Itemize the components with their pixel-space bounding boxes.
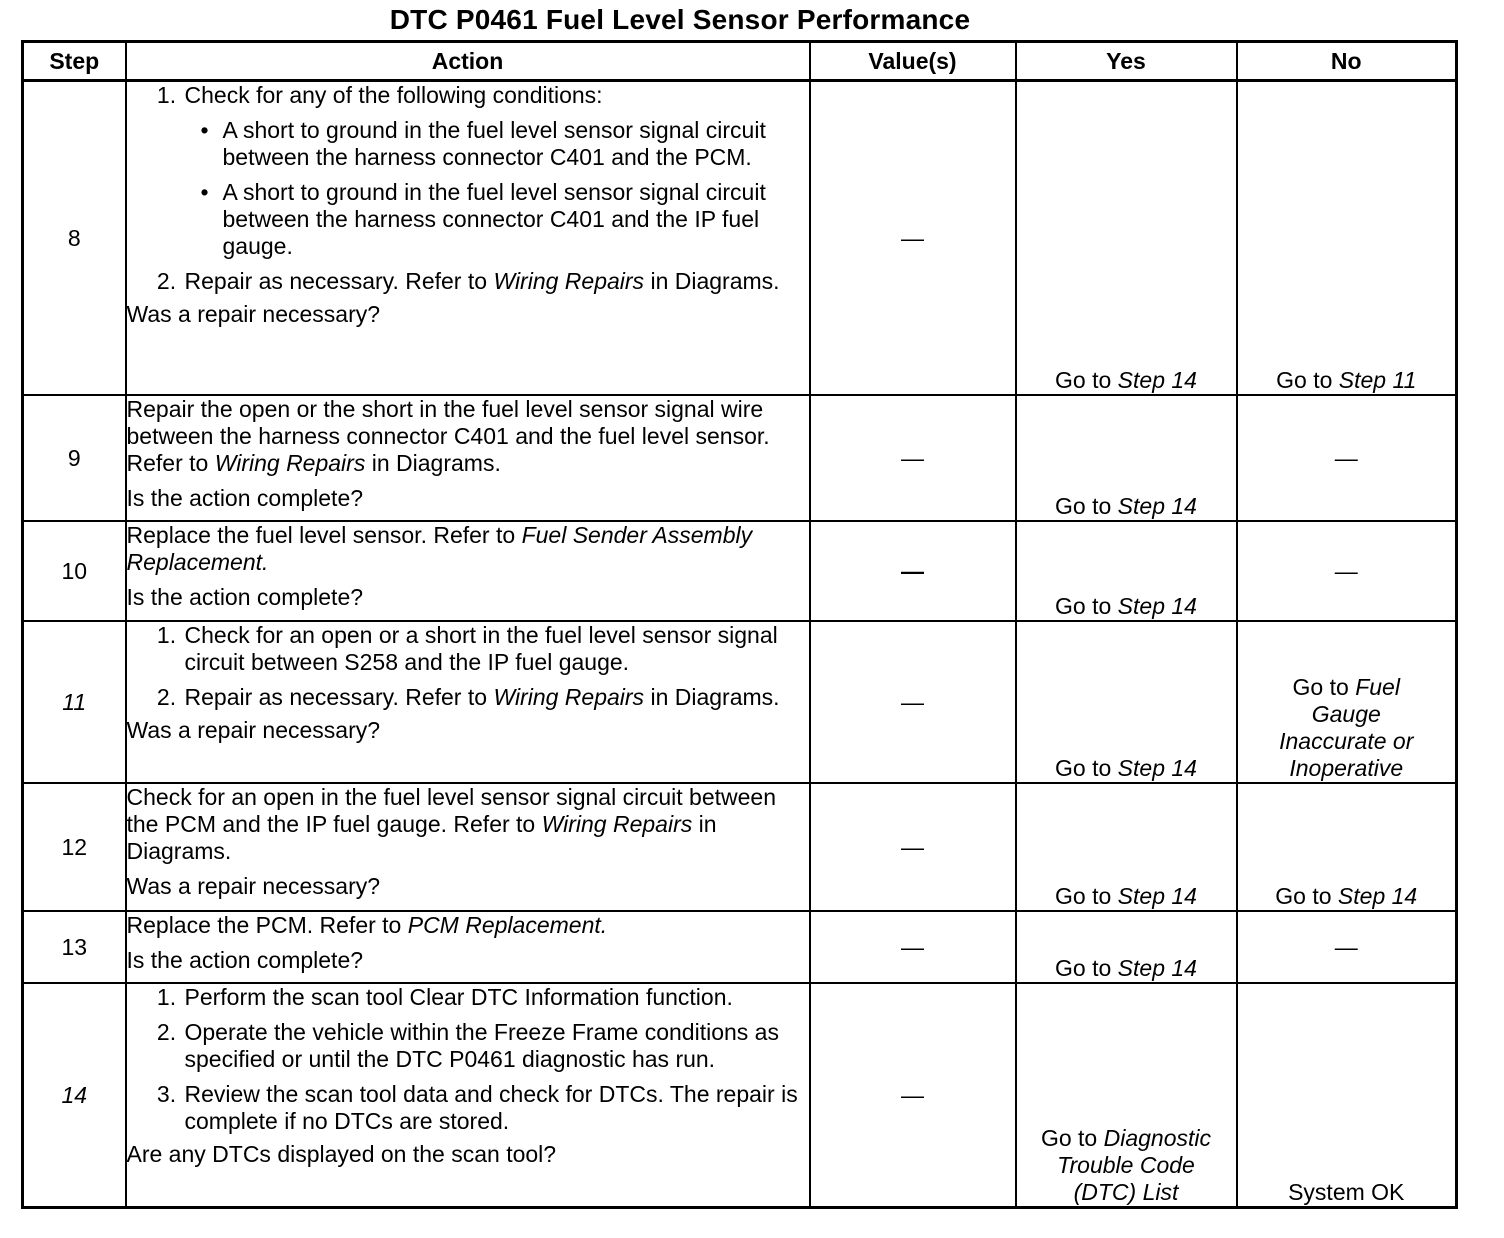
action-paragraph bbox=[127, 912, 809, 939]
action-text: Replace the PCM. Refer to bbox=[126, 912, 402, 938]
no-cell: — bbox=[1237, 521, 1457, 621]
list-item: 3. Review the scan tool data and check for DTCs. The repair is complete if no DTCs are stored. bbox=[183, 1081, 809, 1135]
reference-link[interactable]: Wiring Repairs bbox=[493, 268, 645, 294]
yes-target-link[interactable]: Diagnostic Trouble Code (DTC) List bbox=[1057, 1125, 1212, 1205]
go-to-label: Go to bbox=[1275, 883, 1332, 909]
no-target-link[interactable]: Step 14 bbox=[1337, 883, 1418, 909]
bullet-item: • A short to ground in the fuel level sensor signal circuit between the harness connector C401 and the IP fuel gauge. bbox=[221, 179, 809, 260]
action-text: Replace the fuel level sensor. Refer to bbox=[126, 522, 516, 548]
value-cell: — bbox=[810, 395, 1016, 521]
reference-link[interactable]: Fuel Sender Assembly Replacement. bbox=[126, 522, 753, 575]
yes-target-link[interactable]: Step 14 bbox=[1117, 883, 1197, 909]
action-cell bbox=[126, 621, 810, 783]
yes-cell bbox=[1016, 521, 1237, 621]
table-row bbox=[23, 395, 1457, 521]
yes-target-link[interactable]: Step 14 bbox=[1117, 493, 1197, 519]
go-to-label: Go to bbox=[1276, 367, 1333, 393]
page-title: DTC P0461 Fuel Level Sensor Performance bbox=[389, 4, 971, 35]
table-row bbox=[23, 983, 1457, 1208]
table-row bbox=[23, 521, 1457, 621]
list-item bbox=[183, 82, 809, 260]
no-cell: System OK bbox=[1237, 983, 1457, 1208]
list-item: 2. Operate the vehicle within the Freeze Frame conditions as specified or until the DTC P0461 diagnostic has run. bbox=[183, 1019, 809, 1073]
value-cell: — bbox=[810, 81, 1016, 396]
yes-cell bbox=[1016, 911, 1237, 983]
step-number: 11 bbox=[23, 621, 126, 783]
action-text: Repair the open or the short in the fuel level sensor signal wire between the harness connector C401 and the fuel level sensor. Refer to bbox=[126, 396, 770, 476]
reference-link[interactable]: PCM Replacement. bbox=[407, 912, 608, 938]
header-no: No bbox=[1237, 42, 1457, 81]
step-number: 10 bbox=[23, 521, 126, 621]
question: Was a repair necessary? bbox=[126, 873, 381, 899]
value-cell: — bbox=[810, 911, 1016, 983]
step-number: 8 bbox=[23, 81, 126, 396]
action-list bbox=[127, 82, 809, 295]
step-number: 12 bbox=[23, 783, 126, 911]
yes-target-link[interactable]: Step 14 bbox=[1117, 755, 1197, 781]
action-text: Repair as necessary. Refer to bbox=[184, 268, 488, 294]
list-item bbox=[183, 684, 809, 711]
list-item: 1. Check for an open or a short in the fuel level sensor signal circuit between S258 and the IP fuel gauge. bbox=[183, 622, 809, 676]
header-row bbox=[23, 42, 1457, 81]
reference-link[interactable]: Wiring Repairs bbox=[541, 811, 693, 837]
go-to-label: Go to bbox=[1055, 955, 1112, 981]
value-cell: — bbox=[810, 783, 1016, 911]
list-item bbox=[183, 268, 809, 295]
question: Is the action complete? bbox=[126, 485, 364, 511]
go-to-label: Go to bbox=[1040, 1125, 1098, 1151]
step-number: 9 bbox=[23, 395, 126, 521]
no-cell bbox=[1237, 621, 1457, 783]
action-list bbox=[127, 984, 809, 1135]
action-text: Repair as necessary. Refer to bbox=[184, 684, 488, 710]
table-row bbox=[23, 81, 1457, 396]
action-text: in Diagrams. bbox=[650, 684, 780, 710]
go-to-label: Go to bbox=[1055, 593, 1112, 619]
action-cell bbox=[126, 395, 810, 521]
reference-link[interactable]: Wiring Repairs bbox=[214, 450, 366, 476]
action-text: in Diagrams. bbox=[371, 450, 501, 476]
yes-target-link[interactable]: Step 14 bbox=[1117, 955, 1197, 981]
action-list bbox=[127, 622, 809, 711]
question: Is the action complete? bbox=[126, 584, 364, 610]
header-values: Value(s) bbox=[810, 42, 1016, 81]
action-text: Check for any of the following conditions: bbox=[184, 82, 603, 108]
yes-target-link[interactable]: Step 14 bbox=[1117, 593, 1197, 619]
step-number: 13 bbox=[23, 911, 126, 983]
action-cell bbox=[126, 911, 810, 983]
go-to-label: Go to bbox=[1292, 674, 1349, 700]
table-row bbox=[23, 621, 1457, 783]
bullet-list bbox=[185, 117, 809, 260]
value-cell: — bbox=[810, 983, 1016, 1208]
question: Was a repair necessary? bbox=[126, 717, 381, 743]
go-to-label: Go to bbox=[1055, 755, 1112, 781]
yes-cell bbox=[1016, 81, 1237, 396]
action-paragraph bbox=[127, 784, 809, 865]
table-row bbox=[23, 783, 1457, 911]
action-cell bbox=[126, 783, 810, 911]
reference-link[interactable]: Wiring Repairs bbox=[493, 684, 645, 710]
yes-cell bbox=[1016, 395, 1237, 521]
go-to-label: Go to bbox=[1055, 493, 1112, 519]
action-text: in Diagrams. bbox=[650, 268, 780, 294]
action-cell bbox=[126, 81, 810, 396]
no-cell: — bbox=[1237, 911, 1457, 983]
yes-cell bbox=[1016, 983, 1237, 1208]
action-cell bbox=[126, 521, 810, 621]
action-text: Check for an open in the fuel level sensor signal circuit between the PCM and the IP fuel gauge. Refer to bbox=[126, 784, 776, 837]
value-dash: — bbox=[901, 557, 924, 584]
value-cell bbox=[810, 521, 1016, 621]
go-to-label: Go to bbox=[1055, 883, 1112, 909]
action-text: in Diagrams. bbox=[126, 811, 717, 864]
question: Is the action complete? bbox=[126, 947, 364, 973]
header-yes: Yes bbox=[1016, 42, 1237, 81]
no-target-link[interactable]: Step 11 bbox=[1338, 367, 1417, 393]
no-cell bbox=[1237, 783, 1457, 911]
yes-cell bbox=[1016, 783, 1237, 911]
no-cell: — bbox=[1237, 395, 1457, 521]
header-step: Step bbox=[23, 42, 126, 81]
action-cell bbox=[126, 983, 810, 1208]
no-cell bbox=[1237, 81, 1457, 396]
question: Was a repair necessary? bbox=[126, 301, 381, 327]
list-item: 1. Perform the scan tool Clear DTC Information function. bbox=[183, 984, 809, 1011]
no-target-link[interactable]: Fuel Gauge Inaccurate or Inoperative bbox=[1279, 674, 1414, 781]
action-paragraph bbox=[127, 396, 809, 477]
value-cell: — bbox=[810, 621, 1016, 783]
table-row bbox=[23, 911, 1457, 983]
bullet-item: • A short to ground in the fuel level sensor signal circuit between the harness connector C401 and the PCM. bbox=[221, 117, 809, 171]
header-action: Action bbox=[126, 42, 810, 81]
yes-cell bbox=[1016, 621, 1237, 783]
action-paragraph bbox=[127, 522, 809, 576]
yes-target-link[interactable]: Step 14 bbox=[1117, 367, 1197, 393]
step-number: 14 bbox=[23, 983, 126, 1208]
question: Are any DTCs displayed on the scan tool? bbox=[126, 1141, 557, 1167]
go-to-label: Go to bbox=[1055, 367, 1112, 393]
diagnostic-table bbox=[21, 40, 1458, 1209]
